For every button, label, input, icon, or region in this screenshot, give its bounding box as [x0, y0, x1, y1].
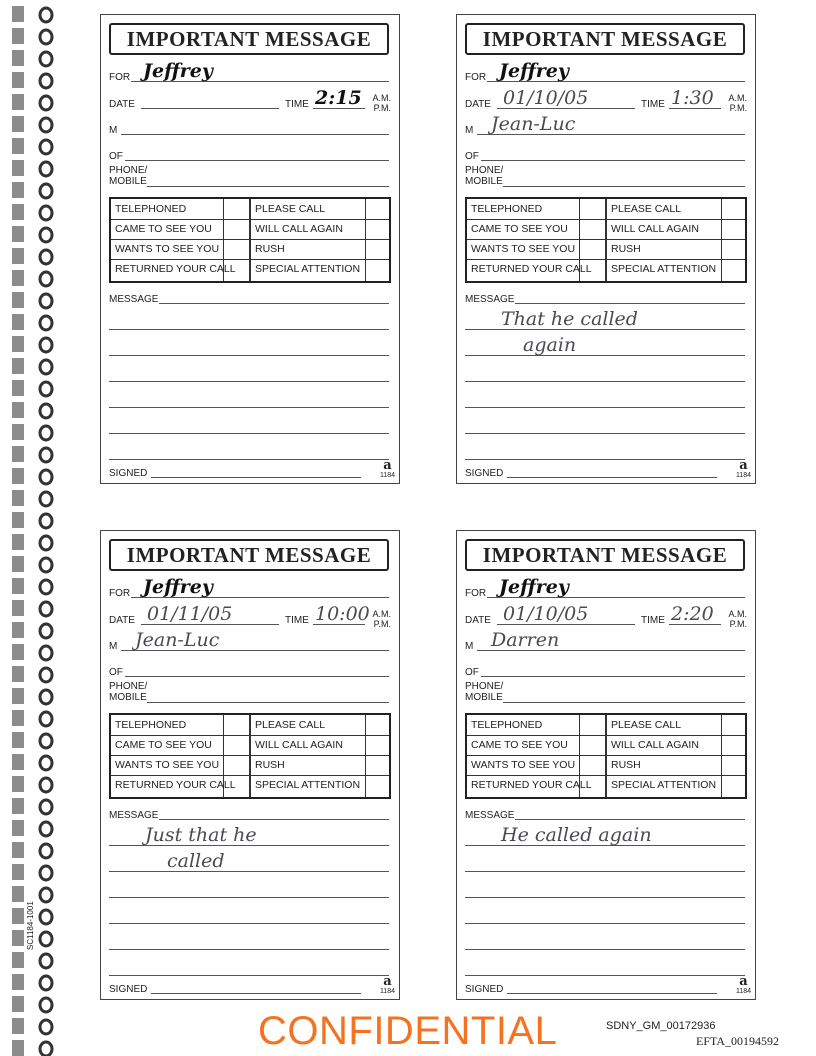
logo-mark: a — [739, 974, 748, 989]
checkbox-special[interactable]: SPECIAL ATTENTION — [255, 779, 361, 791]
form-code: 1184 — [379, 472, 395, 479]
signed-label: SIGNED — [109, 468, 148, 479]
checkbox-special[interactable]: SPECIAL ATTENTION — [611, 263, 717, 275]
checkbox-telephoned[interactable]: TELEPHONED — [471, 203, 543, 215]
checkbox-special[interactable]: SPECIAL ATTENTION — [611, 779, 717, 791]
side-form-code: SC1184-1001 — [26, 901, 35, 950]
checkbox-will-call[interactable]: WILL CALL AGAIN — [255, 223, 343, 235]
checkbox-please-call[interactable]: PLEASE CALL — [611, 719, 682, 731]
pm-label: P.M. — [729, 619, 747, 629]
m-label: M — [109, 125, 118, 136]
am-label: A.M. — [728, 93, 747, 103]
checkbox-wants[interactable]: WANTS TO SEE YOU — [471, 243, 576, 255]
date-label: DATE — [109, 99, 135, 110]
message-slip-3 — [100, 530, 400, 1000]
checkbox-telephoned[interactable]: TELEPHONED — [471, 719, 543, 731]
for-value: Jeffrey — [499, 60, 569, 82]
checkbox-grid — [109, 197, 391, 283]
m-label: M — [109, 641, 118, 652]
checkbox-rush[interactable]: RUSH — [611, 759, 641, 771]
efta-number: EFTA_00194592 — [696, 1034, 780, 1048]
am-label: A.M. — [372, 609, 391, 619]
checkbox-wants[interactable]: WANTS TO SEE YOU — [115, 759, 220, 771]
checkbox-returned[interactable]: RETURNED YOUR CALL — [471, 263, 592, 275]
checkbox-please-call[interactable]: PLEASE CALL — [255, 719, 326, 731]
pm-label: P.M. — [729, 103, 747, 113]
time-label: TIME — [641, 615, 665, 626]
slip-title: IMPORTANT MESSAGE — [109, 539, 389, 571]
slip-title: IMPORTANT MESSAGE — [109, 23, 389, 55]
mobile-label: MOBILE — [465, 692, 503, 703]
m-value: Jean-Luc — [491, 113, 576, 135]
checkbox-telephoned[interactable]: TELEPHONED — [115, 719, 187, 731]
date-label: DATE — [465, 99, 491, 110]
checkbox-came[interactable]: CAME TO SEE YOU — [115, 739, 212, 751]
checkbox-please-call[interactable]: PLEASE CALL — [255, 203, 326, 215]
checkbox-grid — [465, 713, 747, 799]
pm-label: P.M. — [373, 619, 391, 629]
message-line-1: That he called — [501, 308, 638, 330]
checkbox-came[interactable]: CAME TO SEE YOU — [471, 739, 568, 751]
phone-label: PHONE/ — [465, 165, 504, 176]
checkbox-will-call[interactable]: WILL CALL AGAIN — [611, 739, 699, 751]
message-label: MESSAGE — [109, 294, 159, 305]
form-code: 1184 — [735, 988, 751, 995]
time-value: 2:15 — [315, 87, 362, 109]
checkbox-wants[interactable]: WANTS TO SEE YOU — [471, 759, 576, 771]
of-label: OF — [465, 667, 479, 678]
m-value: Darren — [491, 629, 560, 651]
checkbox-telephoned[interactable]: TELEPHONED — [115, 203, 187, 215]
checkbox-rush[interactable]: RUSH — [255, 759, 285, 771]
of-label: OF — [109, 151, 123, 162]
form-code: 1184 — [735, 472, 751, 479]
form-logo — [736, 976, 751, 996]
mobile-label: MOBILE — [109, 176, 147, 187]
signed-label: SIGNED — [465, 468, 504, 479]
phone-label: PHONE/ — [465, 681, 504, 692]
for-label: FOR — [465, 72, 487, 83]
logo-mark: a — [383, 974, 392, 989]
logo-mark: a — [383, 458, 392, 473]
checkbox-grid — [109, 713, 391, 799]
time-label: TIME — [285, 615, 309, 626]
signed-label: SIGNED — [109, 984, 148, 995]
date-label: DATE — [109, 615, 135, 626]
checkbox-rush[interactable]: RUSH — [255, 243, 285, 255]
date-value: 01/10/05 — [503, 603, 589, 625]
checkbox-returned[interactable]: RETURNED YOUR CALL — [115, 779, 236, 791]
form-code: 1184 — [379, 988, 395, 995]
date-value: 01/10/05 — [503, 87, 589, 109]
message-slip-1 — [100, 14, 400, 484]
spiral-binding — [0, 0, 64, 1056]
bates-number: SDNY_GM_00172936 — [606, 1020, 716, 1032]
checkbox-returned[interactable]: RETURNED YOUR CALL — [115, 263, 236, 275]
for-value: Jeffrey — [143, 60, 213, 82]
for-label: FOR — [109, 588, 131, 599]
checkbox-will-call[interactable]: WILL CALL AGAIN — [255, 739, 343, 751]
of-label: OF — [465, 151, 479, 162]
mobile-label: MOBILE — [109, 692, 147, 703]
message-line-1: Just that he — [145, 824, 257, 846]
message-line-2: called — [167, 850, 225, 872]
checkbox-special[interactable]: SPECIAL ATTENTION — [255, 263, 361, 275]
slip-title: IMPORTANT MESSAGE — [465, 23, 745, 55]
m-value: Jean-Luc — [135, 629, 220, 651]
message-label: MESSAGE — [465, 810, 515, 821]
time-label: TIME — [285, 99, 309, 110]
phone-label: PHONE/ — [109, 165, 148, 176]
logo-mark: a — [739, 458, 748, 473]
message-label: MESSAGE — [465, 294, 515, 305]
form-logo — [380, 460, 395, 480]
of-label: OF — [109, 667, 123, 678]
m-label: M — [465, 125, 474, 136]
checkbox-came[interactable]: CAME TO SEE YOU — [115, 223, 212, 235]
slip-title: IMPORTANT MESSAGE — [465, 539, 745, 571]
message-line-1: He called again — [501, 824, 652, 846]
checkbox-wants[interactable]: WANTS TO SEE YOU — [115, 243, 220, 255]
am-label: A.M. — [728, 609, 747, 619]
message-slip-4 — [456, 530, 756, 1000]
for-label: FOR — [465, 588, 487, 599]
am-label: A.M. — [372, 93, 391, 103]
checkbox-will-call[interactable]: WILL CALL AGAIN — [611, 223, 699, 235]
checkbox-came[interactable]: CAME TO SEE YOU — [471, 223, 568, 235]
checkbox-please-call[interactable]: PLEASE CALL — [611, 203, 682, 215]
time-label: TIME — [641, 99, 665, 110]
message-line-2: again — [523, 334, 577, 356]
m-label: M — [465, 641, 474, 652]
time-value: 10:00 — [315, 603, 370, 625]
for-label: FOR — [109, 72, 131, 83]
form-logo — [736, 460, 751, 480]
checkbox-returned[interactable]: RETURNED YOUR CALL — [471, 779, 592, 791]
phone-label: PHONE/ — [109, 681, 148, 692]
mobile-label: MOBILE — [465, 176, 503, 187]
signed-label: SIGNED — [465, 984, 504, 995]
message-slip-2 — [456, 14, 756, 484]
time-value: 2:20 — [671, 603, 714, 625]
for-value: Jeffrey — [499, 576, 569, 598]
pm-label: P.M. — [373, 103, 391, 113]
date-value: 01/11/05 — [147, 603, 233, 625]
date-label: DATE — [465, 615, 491, 626]
form-logo — [380, 976, 395, 996]
confidential-stamp: CONFIDENTIAL — [258, 1009, 558, 1053]
checkbox-grid — [465, 197, 747, 283]
message-label: MESSAGE — [109, 810, 159, 821]
for-value: Jeffrey — [143, 576, 213, 598]
time-value: 1:30 — [671, 87, 714, 109]
checkbox-rush[interactable]: RUSH — [611, 243, 641, 255]
